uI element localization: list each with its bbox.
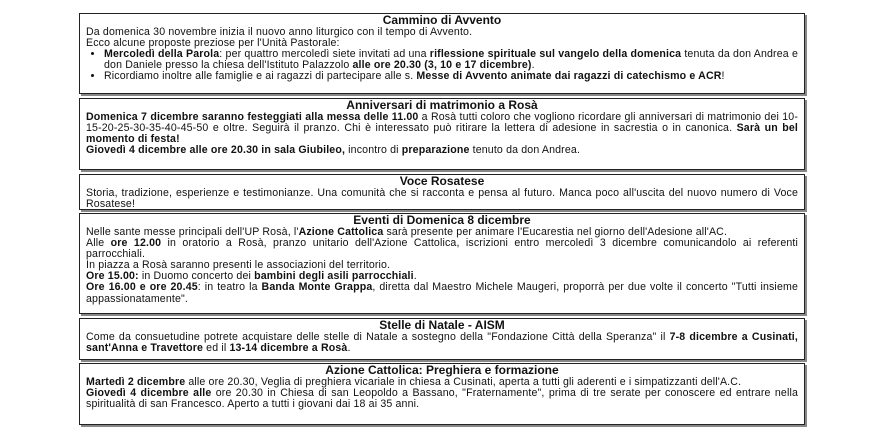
section-title: Cammino di Avvento: [382, 13, 502, 27]
paragraph: Giovedì 4 dicembre alle ore 20.30 in sala Giubileo, incontro di preparazione tenuto da don Andrea.: [86, 144, 581, 157]
paragraph: Giovedì 4 dicembre alle ore 20.30 in Chiesa di san Leopoldo a Bassano, "Fraternamente", prima di tre serate per conoscere ed entrare nella spiritualità di san Francesco. Aperto a tutti i giovani dai 18 ai 35 anni.: [86, 387, 799, 411]
paragraph: Nelle sante messe principali dell'UP Rosà, l'Azione Cattolica sarà presente per animare l'Eucarestia nel giorno dell'Adesione all'AC.: [86, 226, 728, 238]
paragraph: Ore 16.00 e ore 20.45: in teatro la Banda Monte Grappa, diretta dal Maestro Michele Maugeri, proporrà per due volte il concerto "Tutti insieme appassionatamente".: [86, 281, 798, 305]
list-item: • Mercoledì della Parola: per quattro mercoledì siete invitati ad una riflessione spirituale sul vangelo della domenica tenuta da don Andrea e don Daniele presso la chiesa dell'Istituto Palazzolo alle ore 20.30 (3, 10 e 17 dicembre).: [104, 49, 798, 71]
paragraph: Come da consuetudine potrete acquistare delle stelle di Natale a sostegno della "Fondazione Città della Speranza" il 7-8 dicembre a Cusinati, sant'Anna e Travettore ed il 13-14 dicembre a Rosà.: [86, 331, 798, 355]
section-title: Eventi di Domenica 8 dicembre: [353, 213, 531, 227]
paragraph: Ore 15.00: in Duomo concerto dei bambini degli asili parrocchiali.: [86, 270, 417, 283]
bullet-list: [86, 49, 798, 82]
paragraph: In piazza a Rosà saranno presenti le associazioni del territorio.: [86, 259, 391, 272]
paragraph: Ecco alcune proposte preziose per l'Unità Pastorale:: [86, 37, 340, 50]
section-title: Voce Rosatese: [399, 174, 485, 188]
section-stelle-di-natale: [79, 318, 805, 360]
section-anniversari: [79, 98, 805, 170]
section-title: Azione Cattolica: Preghiera e formazione: [325, 363, 559, 377]
paragraph: Domenica 7 dicembre saranno festeggiati alla messa delle 11.00 a Rosà tutti coloro che vogliono ricordare gli anniversari di matrimonio dei 10-15-20-25-30-35-40-45-50 e oltre. Seguirà il pranzo. Chi è interessato può ritirare la lettera di adesione in sacrestia o in canonica. Sarà un bel momento di festa!: [86, 111, 798, 146]
section-voce-rosatese: [79, 174, 805, 210]
section-eventi: [79, 213, 805, 314]
list-item: • Ricordiamo inoltre alle famiglie e ai ragazzi di partecipare alle s. Messe di Avvento animate dai ragazzi di catechismo e ACR!: [104, 71, 798, 82]
section-title: Anniversari di matrimonio a Rosà: [346, 98, 538, 112]
paragraph: Da domenica 30 novembre inizia il nuovo anno liturgico con il tempo di Avvento.: [86, 26, 473, 38]
paragraph: Martedì 2 dicembre alle ore 20.30, Veglia di preghiera vicariale in chiesa a Cusinati, aperta a tutti gli aderenti e i simpatizzanti dell'A.C.: [86, 376, 742, 388]
section-azione-cattolica: [79, 363, 805, 425]
paragraph: Alle ore 12.00 in oratorio a Rosà, pranzo unitario dell'Azione Cattolica, iscrizioni entro mercoledì 3 dicembre comunicandolo ai referenti parrocchiali.: [86, 237, 798, 261]
section-avvento: [79, 13, 805, 94]
section-title: Stelle di Natale - AISM: [379, 318, 505, 332]
paragraph: Storia, tradizione, esperienze e testimonianze. Una comunità che si racconta e pensa al futuro. Manca poco all'uscita del nuovo numero di Voce Rosatese!: [86, 187, 798, 210]
